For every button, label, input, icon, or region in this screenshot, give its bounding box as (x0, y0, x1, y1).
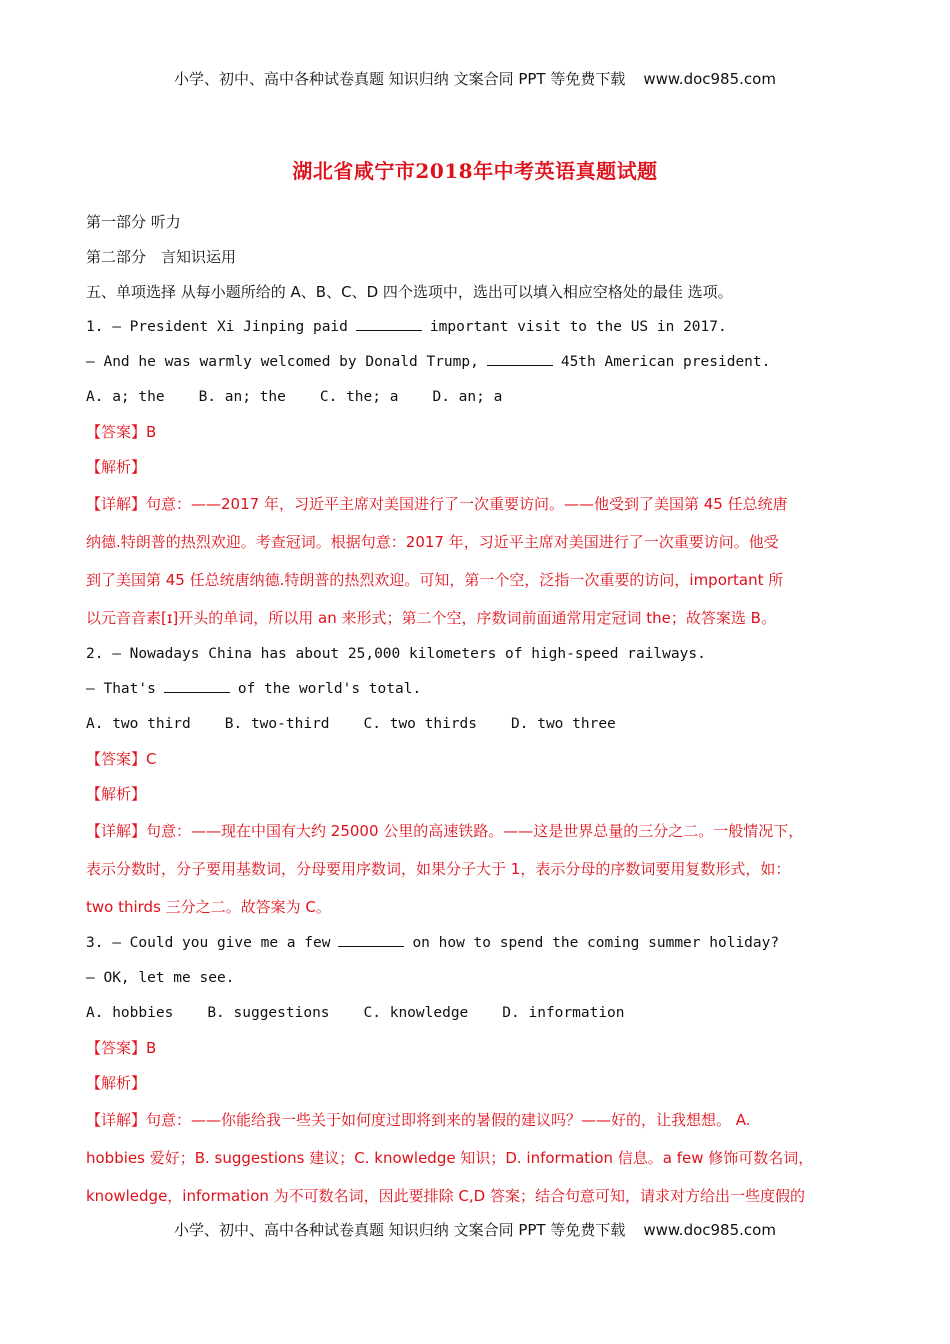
option-d: D. two three (511, 716, 616, 732)
question-1-options (86, 380, 876, 415)
option-d: D. an; a (432, 389, 503, 405)
answer-blank (338, 928, 404, 947)
answer-blank (164, 674, 230, 693)
question-2-detail: 【详解】句意：——现在中国有大约 25000 公里的高速铁路。——这是世界总量的三分之二。一般情况下， (86, 822, 804, 840)
banner-url[interactable]: www.doc985.com (643, 70, 776, 88)
footer-banner (0, 1219, 950, 1240)
section-part2: 第二部分 言知识运用 (86, 248, 237, 266)
question-3-line-2: — OK, let me see. (86, 970, 235, 986)
document-title: 湖北省咸宁市2018年中考英语真题试题 (292, 159, 658, 183)
question-2-detail: 表示分数时，分子要用基数词，分母要用序数词，如果分子大于 1，表示分母的序数词要用复数形式，如： (86, 860, 791, 878)
question-2-line-1: 2. — Nowadays China has about 25,000 kilometers of high-speed railways. (86, 646, 706, 662)
question-1-line-2: — And he was warmly welcomed by Donald Trump, 45th American president. (86, 345, 876, 380)
question-2-analysis: 【解析】 (86, 785, 147, 803)
option-a: A. two third (86, 716, 191, 732)
option-b: B. an; the (198, 389, 286, 405)
answer-blank (487, 347, 553, 366)
question-2-answer: 【答案】C (86, 750, 157, 768)
option-d: D. information (502, 1005, 625, 1021)
question-1-analysis: 【解析】 (86, 458, 147, 476)
question-1-line-1: 1. — President Xi Jinping paid important visit to the US in 2017. (86, 310, 876, 345)
answer-blank (356, 312, 422, 331)
question-2-detail: two thirds 三分之二。故答案为 C。 (86, 898, 331, 916)
question-1-detail: 以元音音素[ɪ]开头的单词，所以用 an 来形式；第二个空，序数词前面通常用定冠词 the；故答案选 B。 (86, 609, 776, 627)
header-banner (0, 68, 950, 89)
question-3-answer: 【答案】B (86, 1039, 157, 1057)
banner-text: 小学、初中、高中各种试卷真题 知识归纳 文案合同 PPT 等免费下载 (174, 1221, 626, 1239)
option-c: C. knowledge (363, 1005, 469, 1021)
question-2-options (86, 707, 876, 742)
section-part1: 第一部分 听力 (86, 213, 181, 231)
option-a: A. a; the (86, 389, 165, 405)
question-1-detail: 【详解】句意：——2017 年，习近平主席对美国进行了一次重要访问。——他受到了美国第 45 任总统唐 (86, 495, 788, 513)
question-3-analysis: 【解析】 (86, 1074, 147, 1092)
option-a: A. hobbies (86, 1005, 174, 1021)
question-1-detail: 到了美国第 45 任总统唐纳德.特朗普的热烈欢迎。可知，第一个空，泛指一次重要的访问，important 所 (86, 571, 784, 589)
question-3-options (86, 996, 876, 1031)
document-body (86, 205, 876, 1215)
banner-url[interactable]: www.doc985.com (643, 1221, 776, 1239)
question-3-detail: 【详解】句意：——你能给我一些关于如何度过即将到来的暑假的建议吗？——好的，让我想想。 A. (86, 1111, 751, 1129)
question-3-line-1: 3. — Could you give me a few on how to spend the coming summer holiday? (86, 926, 876, 961)
option-c: C. two thirds (363, 716, 478, 732)
banner-text: 小学、初中、高中各种试卷真题 知识归纳 文案合同 PPT 等免费下载 (174, 70, 626, 88)
option-b: B. suggestions (207, 1005, 330, 1021)
question-3-detail: knowledge，information 为不可数名词，因此要排除 C,D 答案；结合句意可知，请求对方给出一些度假的 (86, 1187, 805, 1205)
question-2-line-2: — That's of the world's total. (86, 672, 876, 707)
question-1-answer: 【答案】B (86, 423, 157, 441)
question-3-detail: hobbies 爱好；B. suggestions 建议；C. knowledge 知识；D. information 信息。a few 修饰可数名词， (86, 1149, 814, 1167)
option-c: C. the; a (319, 389, 399, 405)
option-b: B. two-third (224, 716, 330, 732)
section-instruction: 五、单项选择 从每小题所给的 A、B、C、D 四个选项中，选出可以填入相应空格处的最佳 选项。 (86, 283, 733, 301)
question-1-detail: 纳德.特朗普的热烈欢迎。考查冠词。根据句意：2017 年，习近平主席对美国进行了一次重要访问。他受 (86, 533, 779, 551)
